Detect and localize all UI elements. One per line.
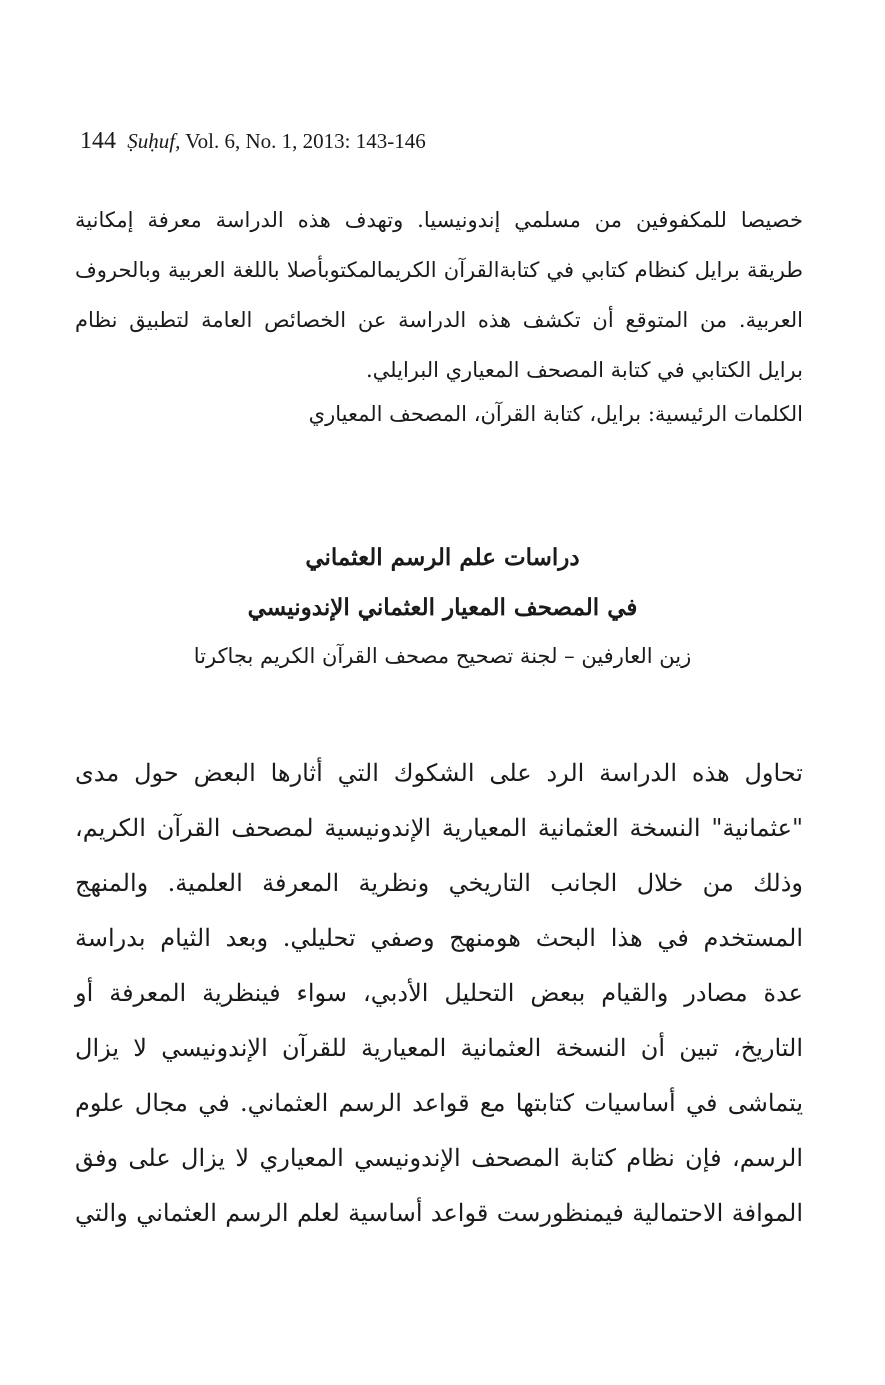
abstract-line: برايل الكتابي في كتابة المصحف المعياري البرايلي.	[365, 358, 803, 382]
body-line: تحاول هذه الدراسة الرد على الشكوك التي أثارها البعض حول مدى	[75, 759, 803, 787]
body-line: وذلك من خلال الجانب التاريخي ونظرية المعرفة العلمية. والمنهج	[75, 869, 803, 897]
body-line: عدة مصادر والقيام ببعض التحليل الأدبي، سواء فينظرية المعرفة أو	[75, 979, 804, 1007]
keywords: الكلمات الرئيسية: برايل، كتابة القرآن، المصحف المعياري	[308, 402, 803, 426]
article-title-line-2: في المصحف المعيار العثماني الإندونيسي	[247, 594, 638, 621]
abstract-line: العربية. من المتوقع أن تكشف هذه الدراسة عن الخصائص العامة لتطبيق نظام	[75, 308, 803, 332]
page-number: 144	[80, 128, 116, 154]
abstract-line: طريقة برايل كنظام كتابي في كتابةالقرآن الكريمالمكتوبأصلا باللغة العربية وبالحروف	[75, 258, 803, 282]
body-line: الموافة الاحتمالية فيمنظورست قواعد أساسية لعلم الرسم العثماني والتي	[75, 1199, 803, 1227]
citation: Vol. 6, No. 1, 2013: 143-146	[185, 129, 426, 153]
body-line: التاريخ، تبين أن النسخة العثمانية المعيارية للقرآن الإندونيسي لا يزال	[75, 1034, 803, 1062]
author-affiliation: زين العارفين – لجنة تصحيح مصحف القرآن الكريم بجاكرتا	[193, 644, 692, 668]
running-header	[80, 128, 426, 155]
body-line: يتماشى في أساسيات كتابتها مع قواعد الرسم العثماني. في مجال علوم	[75, 1089, 803, 1117]
body-line: "عثمانية" النسخة العثمانية المعيارية الإندونيسية لمصحف القرآن الكريم،	[75, 814, 803, 842]
article-title-line-1: دراسات علم الرسم العثماني	[305, 544, 580, 571]
journal-name: Ṣuḥuf,	[127, 129, 181, 153]
body-line: المستخدم في هذا البحث هومنهج وصفي تحليلي. وبعد الثيام بدراسة	[75, 924, 803, 952]
abstract-line: خصيصا للمكفوفين من مسلمي إندونيسيا. وتهدف هذه الدراسة معرفة إمكانية	[75, 208, 803, 232]
body-line: الرسم، فإن نظام كتابة المصحف الإندونيسي المعياري لا يزال على وفق	[75, 1144, 803, 1172]
